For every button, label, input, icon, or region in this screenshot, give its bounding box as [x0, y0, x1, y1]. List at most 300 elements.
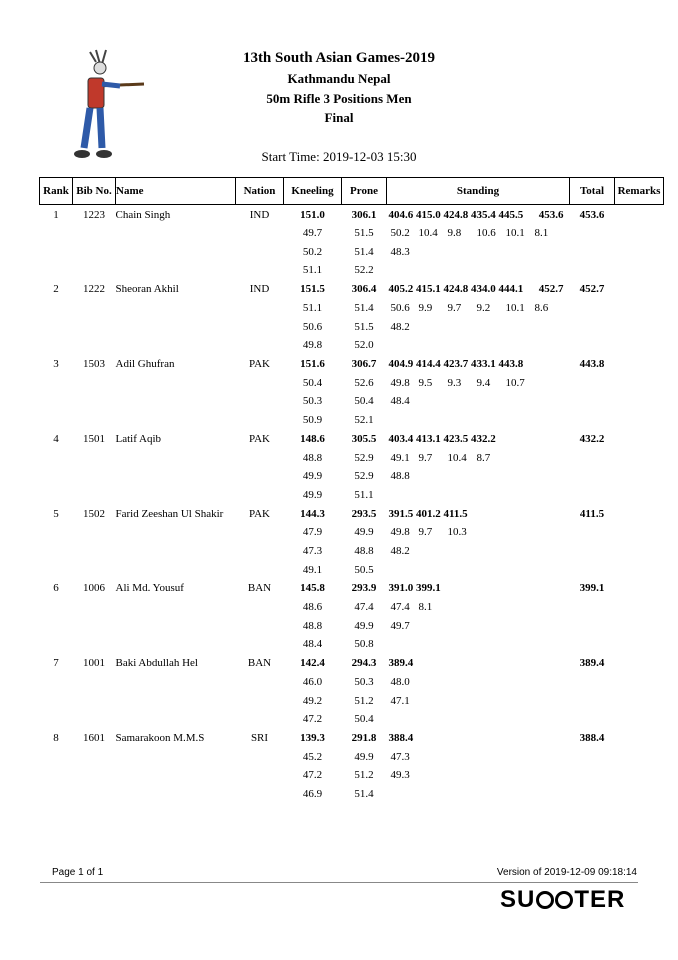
standing-cumulative-scores: 389.4: [388, 657, 414, 670]
total-cell: 443.8: [579, 358, 605, 371]
empty-cell: [236, 392, 284, 411]
name-cell: Latif Aqib: [115, 432, 162, 445]
kneeling-series-cell: 49.8: [302, 339, 323, 352]
table-subrow: [40, 542, 664, 561]
prone-series-cell: 52.9: [354, 451, 374, 464]
standing-shot-score: 10.7: [505, 376, 525, 389]
standing-series-cell: [387, 299, 570, 318]
name-cell: Adil Ghufran: [115, 358, 175, 371]
bib-cell: 1503: [83, 358, 105, 371]
col-standing: Standing: [387, 178, 570, 205]
empty-cell: [615, 617, 664, 636]
empty-cell: [73, 336, 116, 355]
kneeling-total-cell: 142.4: [300, 657, 325, 670]
empty-cell: [73, 523, 116, 542]
empty-cell: [236, 224, 284, 243]
standing-shot-score: 48.0: [390, 675, 410, 688]
total-cell: 399.1: [579, 582, 605, 595]
table-row: [40, 205, 664, 225]
standing-cumulative-cell: [387, 429, 570, 448]
prone-total-cell: 291.8: [351, 731, 377, 744]
standing-cumulative-cell: [387, 654, 570, 673]
name-cell: Farid Zeeshan Ul Shakir: [115, 507, 224, 520]
table-subrow: [40, 448, 664, 467]
empty-cell: [570, 224, 615, 243]
prone-series-cell: 52.6: [354, 376, 374, 389]
kneeling-series-cell: 48.8: [302, 451, 323, 464]
col-nation: Nation: [236, 178, 284, 205]
standing-shot-score: 9.7: [418, 526, 433, 539]
name-cell: Sheoran Akhil: [115, 283, 179, 296]
standing-series-cell: [387, 243, 570, 262]
empty-cell: [40, 785, 73, 804]
prone-series-cell: 52.1: [354, 414, 374, 427]
empty-cell: [236, 617, 284, 636]
empty-cell: [116, 747, 236, 766]
remarks-cell: [615, 429, 664, 448]
standing-series-cell: [387, 336, 570, 355]
empty-cell: [236, 766, 284, 785]
remarks-cell: [615, 504, 664, 523]
standing-shot-score: 9.2: [476, 302, 491, 315]
empty-cell: [73, 710, 116, 729]
table-subrow: [40, 261, 664, 280]
standing-shot-score: 10.1: [505, 302, 525, 315]
nation-cell: BAN: [247, 657, 272, 670]
empty-cell: [116, 392, 236, 411]
remarks-cell: [615, 205, 664, 225]
prone-series-cell: 50.5: [354, 563, 374, 576]
empty-cell: [116, 617, 236, 636]
empty-cell: [570, 448, 615, 467]
empty-cell: [40, 598, 73, 617]
standing-shot-score: 8.6: [534, 302, 549, 315]
empty-cell: [116, 224, 236, 243]
start-time: Start Time: 2019-12-03 15:30: [261, 149, 417, 164]
table-subrow: [40, 224, 664, 243]
empty-cell: [73, 467, 116, 486]
prone-series-cell: 50.4: [354, 713, 374, 726]
standing-shot-score: 9.7: [447, 302, 462, 315]
standing-series-cell: [387, 411, 570, 430]
empty-cell: [570, 336, 615, 355]
empty-cell: [615, 523, 664, 542]
table-header-row: [40, 178, 664, 205]
empty-cell: [570, 261, 615, 280]
empty-cell: [116, 467, 236, 486]
kneeling-series-cell: 50.4: [302, 376, 323, 389]
empty-cell: [570, 598, 615, 617]
kneeling-total-cell: 151.6: [300, 358, 325, 371]
standing-series-cell: [387, 542, 570, 561]
prone-series-cell: 48.8: [354, 545, 374, 558]
bib-cell: 1501: [83, 432, 105, 445]
table-row: [40, 280, 664, 299]
prone-series-cell: 51.2: [354, 694, 374, 707]
empty-cell: [73, 317, 116, 336]
kneeling-series-cell: 45.2: [302, 750, 323, 763]
standing-series-subtotal: 48.3: [390, 245, 410, 258]
rank-cell: 4: [53, 432, 59, 445]
kneeling-series-cell: 50.6: [302, 320, 323, 333]
standing-shot-score: 9.9: [418, 302, 433, 315]
standing-shot-score: 8.1: [534, 227, 549, 240]
standing-cumulative-scores: 391.5 401.2 411.5: [388, 507, 468, 520]
standing-series-cell: [387, 317, 570, 336]
standing-shot-score: 49.8: [390, 376, 410, 389]
empty-cell: [236, 560, 284, 579]
kneeling-total-cell: 145.8: [300, 582, 325, 595]
table-row: [40, 728, 664, 747]
empty-cell: [570, 617, 615, 636]
empty-cell: [570, 299, 615, 318]
empty-cell: [615, 261, 664, 280]
kneeling-series-cell: 49.2: [302, 694, 323, 707]
kneeling-series-cell: 51.1: [302, 302, 323, 315]
standing-series-cell: [387, 560, 570, 579]
empty-cell: [40, 261, 73, 280]
empty-cell: [615, 299, 664, 318]
empty-cell: [615, 691, 664, 710]
empty-cell: [615, 785, 664, 804]
prone-total-cell: 294.3: [351, 657, 377, 670]
remarks-cell: [615, 654, 664, 673]
standing-cumulative-scores: 405.2 415.1 424.8 434.0 444.1: [388, 283, 524, 296]
empty-cell: [570, 486, 615, 505]
empty-cell: [40, 523, 73, 542]
kneeling-series-cell: 49.9: [302, 470, 323, 483]
table-subrow: [40, 243, 664, 262]
prone-series-cell: 52.0: [354, 339, 374, 352]
table-subrow: [40, 392, 664, 411]
empty-cell: [116, 542, 236, 561]
table-subrow: [40, 467, 664, 486]
empty-cell: [73, 617, 116, 636]
empty-cell: [73, 635, 116, 654]
empty-cell: [40, 336, 73, 355]
standing-series-cell: [387, 523, 570, 542]
empty-cell: [116, 598, 236, 617]
empty-cell: [615, 673, 664, 692]
empty-cell: [236, 542, 284, 561]
empty-cell: [40, 710, 73, 729]
standing-shot-score: 8.1: [418, 601, 433, 614]
kneeling-series-cell: 48.6: [302, 601, 323, 614]
kneeling-total-cell: 151.0: [300, 208, 325, 221]
empty-cell: [570, 785, 615, 804]
empty-cell: [116, 691, 236, 710]
standing-series-cell: [387, 635, 570, 654]
table-subrow: [40, 486, 664, 505]
empty-cell: [40, 486, 73, 505]
standing-series-cell: [387, 392, 570, 411]
standing-series-subtotal: 48.2: [390, 545, 410, 558]
empty-cell: [236, 336, 284, 355]
prone-series-cell: 49.9: [354, 619, 374, 632]
empty-cell: [116, 673, 236, 692]
kneeling-series-cell: 49.7: [302, 227, 323, 240]
name-cell: Ali Md. Yousuf: [115, 582, 184, 595]
standing-series-cell: [387, 598, 570, 617]
empty-cell: [40, 411, 73, 430]
total-cell: 389.4: [579, 657, 605, 670]
standing-shot-score: 10.4: [418, 227, 438, 240]
empty-cell: [570, 766, 615, 785]
empty-cell: [73, 598, 116, 617]
standing-final-score: 452.7: [538, 283, 564, 296]
empty-cell: [40, 392, 73, 411]
col-prone: Prone: [342, 178, 387, 205]
empty-cell: [236, 785, 284, 804]
table-subrow: [40, 560, 664, 579]
empty-cell: [236, 374, 284, 393]
name-cell: Baki Abdullah Hel: [115, 657, 198, 670]
empty-cell: [116, 635, 236, 654]
empty-cell: [236, 691, 284, 710]
kneeling-series-cell: 50.2: [302, 245, 323, 258]
empty-cell: [615, 392, 664, 411]
prone-total-cell: 293.9: [351, 582, 377, 595]
empty-cell: [236, 673, 284, 692]
standing-shot-score: 9.5: [418, 376, 433, 389]
empty-cell: [73, 486, 116, 505]
kneeling-series-cell: 48.4: [302, 638, 323, 651]
empty-cell: [236, 317, 284, 336]
footer-divider: [40, 882, 638, 883]
col-name: Name: [116, 178, 236, 205]
empty-cell: [615, 467, 664, 486]
nation-cell: IND: [249, 208, 270, 221]
empty-cell: [236, 467, 284, 486]
table-subrow: [40, 673, 664, 692]
standing-series-cell: [387, 785, 570, 804]
standing-shot-score: 47.3: [390, 750, 410, 763]
table-subrow: [40, 411, 664, 430]
empty-cell: [236, 635, 284, 654]
empty-cell: [40, 299, 73, 318]
standing-series-cell: [387, 766, 570, 785]
empty-cell: [116, 523, 236, 542]
rank-cell: 5: [53, 507, 59, 520]
empty-cell: [73, 411, 116, 430]
empty-cell: [40, 448, 73, 467]
standing-series-cell: [387, 747, 570, 766]
kneeling-total-cell: 139.3: [300, 731, 325, 744]
empty-cell: [236, 299, 284, 318]
table-subrow: [40, 523, 664, 542]
empty-cell: [116, 336, 236, 355]
standing-shot-score: 10.3: [447, 526, 467, 539]
empty-cell: [73, 448, 116, 467]
prone-total-cell: 293.5: [351, 507, 377, 520]
standing-shot-score: 50.2: [390, 227, 410, 240]
standing-series-cell: [387, 673, 570, 692]
table-subrow: [40, 374, 664, 393]
table-row: [40, 579, 664, 598]
empty-cell: [40, 542, 73, 561]
standing-shot-score: 9.8: [447, 227, 462, 240]
empty-cell: [73, 785, 116, 804]
kneeling-series-cell: 47.2: [302, 769, 323, 782]
empty-cell: [615, 486, 664, 505]
kneeling-series-cell: 50.3: [302, 395, 323, 408]
kneeling-total-cell: 148.6: [300, 432, 325, 445]
empty-cell: [40, 747, 73, 766]
kneeling-series-cell: 47.2: [302, 713, 323, 726]
prone-total-cell: 306.4: [351, 283, 377, 296]
empty-cell: [236, 243, 284, 262]
empty-cell: [615, 224, 664, 243]
empty-cell: [40, 243, 73, 262]
prone-series-cell: 51.4: [354, 787, 374, 800]
nation-cell: PAK: [249, 358, 270, 371]
remarks-cell: [615, 280, 664, 299]
empty-cell: [570, 673, 615, 692]
col-remarks: Remarks: [615, 178, 664, 205]
prone-series-cell: 50.8: [354, 638, 374, 651]
kneeling-total-cell: 144.3: [300, 507, 325, 520]
table-subrow: [40, 317, 664, 336]
empty-cell: [236, 261, 284, 280]
empty-cell: [615, 766, 664, 785]
empty-cell: [40, 673, 73, 692]
empty-cell: [116, 243, 236, 262]
empty-cell: [615, 560, 664, 579]
empty-cell: [570, 374, 615, 393]
bib-cell: 1601: [83, 731, 105, 744]
kneeling-total-cell: 151.5: [300, 283, 325, 296]
prone-series-cell: 51.5: [354, 320, 374, 333]
empty-cell: [615, 598, 664, 617]
table-subrow: [40, 336, 664, 355]
empty-cell: [40, 374, 73, 393]
standing-series-cell: [387, 486, 570, 505]
standing-cumulative-scores: 391.0 399.1: [388, 582, 441, 595]
empty-cell: [73, 374, 116, 393]
empty-cell: [73, 560, 116, 579]
empty-cell: [40, 691, 73, 710]
standing-series-cell: [387, 617, 570, 636]
standing-series-cell: [387, 691, 570, 710]
nation-cell: IND: [249, 283, 270, 296]
empty-cell: [615, 243, 664, 262]
kneeling-series-cell: 51.1: [302, 264, 323, 277]
table-subrow: [40, 766, 664, 785]
standing-shot-score: 47.4: [390, 601, 410, 614]
empty-cell: [615, 317, 664, 336]
empty-cell: [73, 766, 116, 785]
col-kneeling: Kneeling: [284, 178, 342, 205]
prone-series-cell: 50.3: [354, 675, 374, 688]
empty-cell: [73, 243, 116, 262]
empty-cell: [116, 299, 236, 318]
empty-cell: [570, 691, 615, 710]
kneeling-series-cell: 49.9: [302, 488, 323, 501]
rank-cell: 1: [53, 208, 59, 221]
results-body: [40, 205, 664, 804]
empty-cell: [40, 617, 73, 636]
prone-series-cell: 51.1: [354, 488, 374, 501]
empty-cell: [73, 691, 116, 710]
prone-series-cell: 51.4: [354, 245, 374, 258]
results-table: [39, 177, 664, 803]
prone-series-cell: 49.9: [354, 526, 374, 539]
name-cell: Samarakoon M.M.S: [115, 731, 205, 744]
competition-location: Kathmandu Nepal: [287, 71, 391, 86]
empty-cell: [570, 392, 615, 411]
bib-cell: 1223: [83, 208, 105, 221]
empty-cell: [40, 467, 73, 486]
prone-series-cell: 47.4: [354, 601, 374, 614]
remarks-cell: [615, 355, 664, 374]
standing-shot-score: 9.3: [447, 376, 462, 389]
table-row: [40, 355, 664, 374]
empty-cell: [615, 374, 664, 393]
kneeling-series-cell: 47.3: [302, 545, 323, 558]
prone-total-cell: 305.5: [351, 432, 377, 445]
empty-cell: [40, 635, 73, 654]
total-cell: 432.2: [579, 432, 605, 445]
table-subrow: [40, 635, 664, 654]
empty-cell: [236, 448, 284, 467]
empty-cell: [116, 448, 236, 467]
kneeling-series-cell: 48.8: [302, 619, 323, 632]
shooter-logo: SU TER: [500, 886, 626, 913]
standing-series-subtotal: 47.1: [390, 694, 410, 707]
prone-series-cell: 51.5: [354, 227, 374, 240]
empty-cell: [116, 560, 236, 579]
empty-cell: [615, 336, 664, 355]
table-subrow: [40, 299, 664, 318]
empty-cell: [116, 411, 236, 430]
standing-shot-score: 49.8: [390, 526, 410, 539]
remarks-cell: [615, 579, 664, 598]
empty-cell: [116, 486, 236, 505]
bib-cell: 1006: [83, 582, 105, 595]
empty-cell: [236, 747, 284, 766]
page-number: Page 1 of 1: [52, 867, 104, 878]
empty-cell: [570, 710, 615, 729]
nation-cell: BAN: [247, 582, 272, 595]
empty-cell: [236, 411, 284, 430]
prone-series-cell: 49.9: [354, 750, 374, 763]
table-subrow: [40, 691, 664, 710]
empty-cell: [570, 523, 615, 542]
name-cell: Chain Singh: [115, 208, 171, 221]
empty-cell: [116, 785, 236, 804]
nation-cell: SRI: [250, 731, 269, 744]
total-cell: 388.4: [579, 731, 605, 744]
empty-cell: [116, 317, 236, 336]
empty-cell: [73, 261, 116, 280]
prone-series-cell: 52.9: [354, 470, 374, 483]
bib-cell: 1001: [83, 657, 105, 670]
empty-cell: [615, 448, 664, 467]
kneeling-series-cell: 46.9: [302, 787, 323, 800]
prone-series-cell: 51.2: [354, 769, 374, 782]
competition-title: 13th South Asian Games-2019: [242, 50, 436, 66]
standing-cumulative-cell: [387, 355, 570, 374]
bib-cell: 1502: [83, 507, 105, 520]
empty-cell: [73, 542, 116, 561]
prone-total-cell: 306.1: [351, 208, 377, 221]
table-subrow: [40, 598, 664, 617]
rank-cell: 7: [53, 657, 59, 670]
prone-series-cell: 52.2: [354, 264, 374, 277]
empty-cell: [615, 411, 664, 430]
rank-cell: 3: [53, 358, 59, 371]
empty-cell: [73, 299, 116, 318]
